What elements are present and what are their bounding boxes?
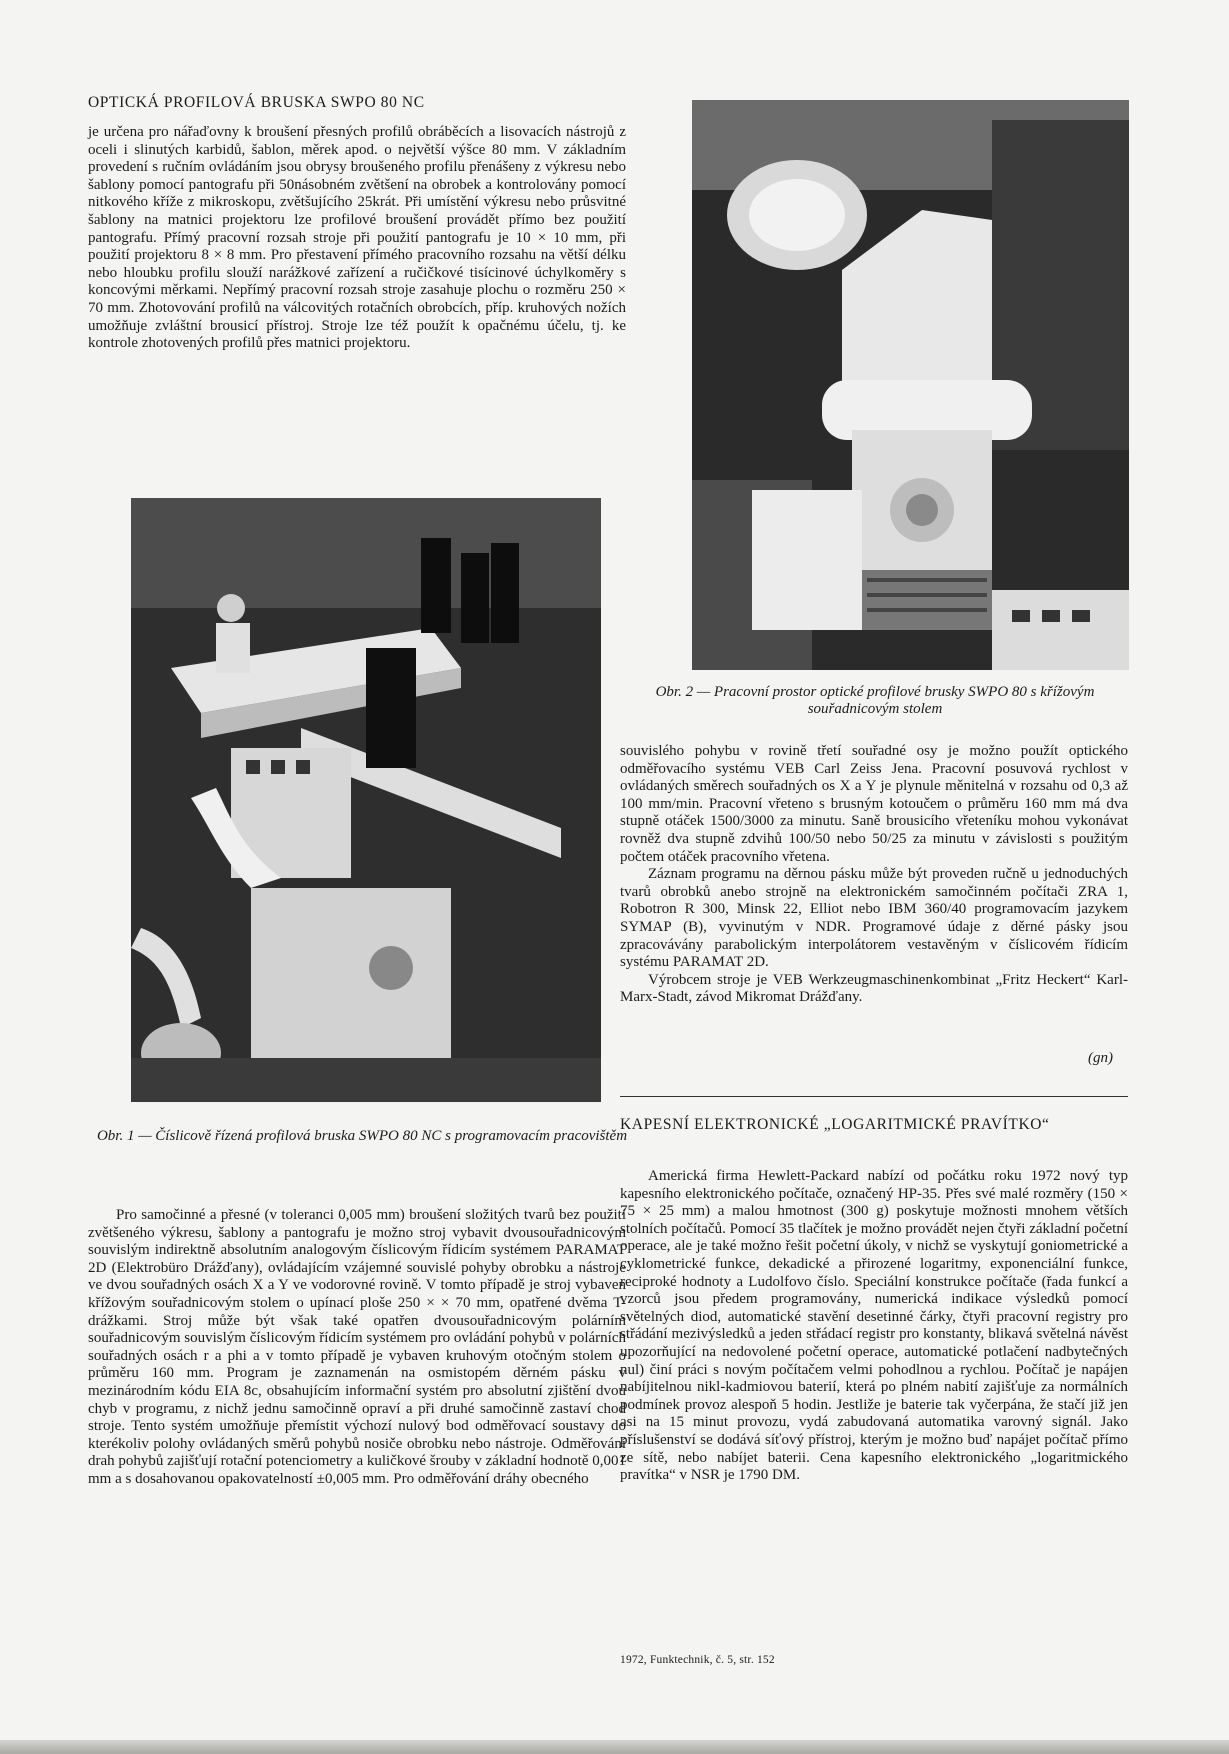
figure-1-caption [92, 1128, 632, 1145]
figure-1-label: Obr. 1 [96, 1128, 135, 1144]
article1-body-left-text: Pro samočinné a přesné (v toleranci 0,005 mm) broušení složitých tvarů bez použití zvětšeného výkresu, šablony a pantografu je možno stroj vybavit dvousouřadnicovým souvislým indirektně absolutním analogovým číslicovým řídicím systémem PARAMAT 2D (Elektrobüro Drážďany), ovládajícím vzájemné souvislé pohyby obrobku a nástroje ve dvou souřadných osách X a Y ve vodorovné rovině. V tomto případě je stroj vybaven křížovým souřadnicovým stolem o upínací ploše 250 × × 70 mm, opatřené dvěma T-drážkami. Stroj může být však také opatřen dvousouřadnicovým polárním souřadnicovým souvislým číslicovým řídicím systémem pro ovládání pohybů v polárních souřadných osách r a phi a v tomto případě je vybaven kruhovým otočným stolem o průměru 160 mm. Program je zaznamenán na osmistopém děrném pásku v mezinárodním kódu EIA 8c, obsahujícím informační systém pro absolutní zjištění dvou chyb v programu, z nichž jednu samočinně opraví a při druhé samočinně zastaví chod stroje. Tento systém umožňuje přemístit výchozí nulový bod odměřovací soustavy do kterékoliv polohy ovládaných směrů pohybů nosiče obrobku nebo nástroje. Odměřování drah pohybů zajišťují rotační potenciometry a kuličkové šrouby v základní hodnotě 0,001 mm a s dosahovanou opakovatelností ±0,005 mm. Pro odměřování dráhy obecného [88, 1207, 626, 1487]
page-bottom-edge [0, 1740, 1229, 1754]
article1-heading: OPTICKÁ PROFILOVÁ BRUSKA SWPO 80 NC [88, 94, 425, 111]
article1-body-right-p2: Záznam programu na děrnou pásku může být proveden ručně u jednoduchých tvarů obrobků anebo strojně na elektronickém samočinném počítači ZRA 1, Robotron R 300, Minsk 22, Elliot nebo IBM 360/40 programovacím jazykem SYMAP (B), vyvinutým v NDR. Programové údaje z děrné pásky jsou zpracovávány parabolickým interpolátorem vestavěným v číslicovém řídicím systému PARAMAT 2D. [620, 866, 1128, 971]
article2-heading: KAPESNÍ ELEKTRONICKÉ „LOGARITMICKÉ PRAVÍTKO“ [620, 1116, 1050, 1133]
article2-body [620, 1168, 1128, 1485]
article-separator-rule [620, 1096, 1128, 1097]
article1-body-right-p1: souvislého pohybu v rovině třetí souřadné osy je možno použít optického odměřovacího systému VEB Carl Zeiss Jena. Pracovní posuvová rychlost v ovládaných směrech souřadných os X a Y je plynule měnitelná v rozsahu od 0,3 až 100 mm/min. Pracovní vřeteno s brusným kotoučem o průměru 160 mm má dva stupně otáček 1500/3000 za minutu. Saně brousicího vřeteníku mohou vykonávat rovněž dva stupně zdvihů 100/50 nebo 50/25 za minutu v závislosti s použitým počtem otáček pracovního vřetena. [620, 743, 1128, 865]
article1-intro [88, 124, 626, 353]
figure-1-caption-text: — Číslicově řízená profilová bruska SWPO 80 NC s programovacím pracovištěm [138, 1128, 628, 1144]
article1-body-left [88, 1207, 626, 1489]
figure-2-caption-text: — Pracovní prostor optické profilové brusky SWPO 80 s křížovým souřadnicovým stolem [696, 684, 1095, 717]
figure-2-label: Obr. 2 [655, 684, 694, 700]
article2-body-text: Americká firma Hewlett-Packard nabízí od počátku roku 1972 nový typ kapesního elektronického počítače, označený HP-35. Přes své malé rozměry (150 × 75 × 25 mm) a malou hmotnost (300 g) poskytuje možnosti mnohem větších stolních počítačů. Pomocí 35 tlačítek je možno provádět nejen čtyři základní početní operace, ale je také možno řešit početní úkoly, v nichž se vyskytují goniometrické a cyklometrické funkce, dekadické a přirozené logaritmy, exponenciální funkce, reciproké hodnoty a Ludolfovo číslo. Speciální konstrukce počítače (řada funkcí a vzorců jsou předem programovány, numerická indikace výsledků pomocí světelných diod, automatické stavění desetinné čárky, čtyři pracovní registry pro střádání mezivýsledků a jeden střádací registr pro konstanty, blikavá světelná návěst upozorňující na nedovolené početní operace, automatické potlačení nadbytečných nul) činí práci s novým počítačem velmi pohodlnou a rychlou. Počítač je napájen nabíjitelnou nikl-kadmiovou baterií, která po plném nabití zajišťuje za normálních podmínek provoz alespoň 5 hodin. Jestliže je baterie tak vyčerpána, že stačí již jen asi na 15 minut provozu, vydá zabudovaná automatika varovný signál. Jako příslušenství se dodává síťový přístroj, kterým je možno buď napájet počítač přímo ze sítě, nebo nabíjet baterii. Cena kapesního elektronického „logaritmického pravítka“ v NSR je 1790 DM. [620, 1168, 1128, 1484]
article1-author: (gn) [1088, 1050, 1113, 1066]
article1-intro-text: je určena pro nářaďovny k broušení přesných profilů obráběcích a lisovacích nástrojů z oceli i slinutých karbidů, šablon, měrek apod. o největší výšce 80 mm. V základním provedení s ručním ovládáním jsou obrysy broušeného profilu přenášeny z výkresu nebo šablony pomocí pantografu při 50násobném zvětšení na obrobek a kontrolovány pomocí nitkového kříže z mikroskopu, zvětšujícího 25krát. Při umístění výkresu nebo průsvitné šablony na matnici projektoru lze profilové broušení provádět přímo bez použití pantografu. Přímý pracovní rozsah stroje při použití pantografu je 10 × 10 mm, při použití projektoru 8 × 8 mm. Pro přestavení přímého pracovního rozsahu na větší délku nebo hloubku profilu slouží narážkové zařízení a ručičkové tisícinové úchylkoměry s koncovými měrkami. Nepřímý pracovní rozsah stroje zasahuje plochu o rozměru 250 × 70 mm. Zhotovování profilů na válcovitých rotačních obrobcích, příp. kruhových nožích umožňuje zvláštní brousicí přístroj. Stroje lze též použít k opačnému účelu, tj. ke kontrole zhotovených profilů přes matnici projektoru. [88, 124, 626, 352]
article1-body-right-p3: Výrobcem stroje je VEB Werkzeugmaschinenkombinat „Fritz Heckert“ Karl-Marx-Stadt, závod Mikromat Drážďany. [620, 971, 1128, 1006]
programming-workstation-illustration [131, 498, 601, 1102]
article1-body-right [620, 743, 1128, 1007]
figure-2-caption [620, 684, 1130, 718]
figure-1-photo [131, 498, 601, 1102]
machine-closeup-illustration [692, 100, 1129, 670]
figure-2-photo [692, 100, 1129, 670]
article2-source: 1972, Funktechnik, č. 5, str. 152 [620, 1654, 775, 1666]
